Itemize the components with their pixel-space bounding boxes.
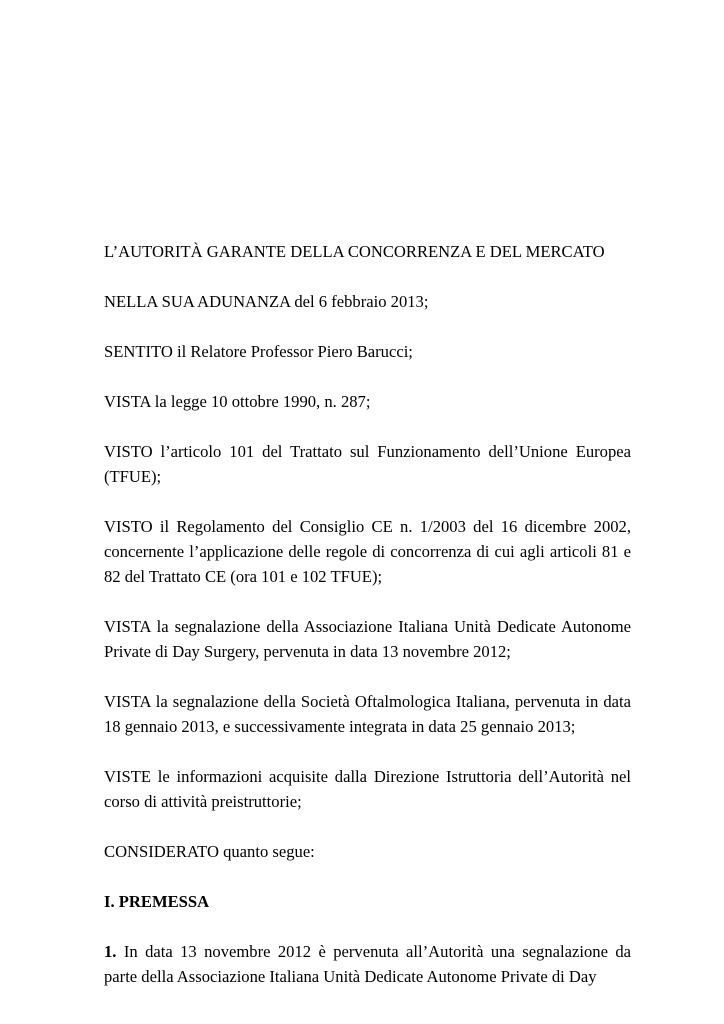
section-heading: I. PREMESSA — [104, 892, 210, 911]
paragraph-vista-segnalazione-aiudapds: VISTA la segnalazione della Associazione Italiana Unità Dedicate Autonome Private di Day Surgery, pervenuta in data 13 novembre 2012; — [104, 617, 631, 661]
paragraph-sentito: SENTITO il Relatore Professor Piero Barucci; — [104, 342, 413, 361]
authority-title: L’AUTORITÀ GARANTE DELLA CONCORRENZA E DEL MERCATO — [104, 242, 605, 261]
paragraph-adunanza: NELLA SUA ADUNANZA del 6 febbraio 2013; — [104, 292, 429, 311]
document-page — [104, 239, 631, 1014]
section-paragraph-1 — [104, 939, 631, 989]
paragraph-visto-regolamento: VISTO il Regolamento del Consiglio CE n. 1/2003 del 16 dicembre 2002, concernente l’applicazione delle regole di concorrenza di cui agli articoli 81 e 82 del Trattato CE (ora 101 e 102 TFUE); — [104, 517, 631, 586]
paragraph-number: 1. — [104, 942, 117, 961]
paragraph-viste-informazioni: VISTE le informazioni acquisite dalla Direzione Istruttoria dell’Autorità nel corso di attività preistruttorie; — [104, 767, 631, 811]
paragraph-considerato: CONSIDERATO quanto segue: — [104, 842, 315, 861]
paragraph-visto-articolo: VISTO l’articolo 101 del Trattato sul Funzionamento dell’Unione Europea (TFUE); — [104, 442, 631, 486]
paragraph-vista-segnalazione-soi: VISTA la segnalazione della Società Oftalmologica Italiana, pervenuta in data 18 gennaio 2013, e successivamente integrata in data 25 gennaio 2013; — [104, 692, 631, 736]
paragraph-vista-legge: VISTA la legge 10 ottobre 1990, n. 287; — [104, 392, 371, 411]
paragraph-body: In data 13 novembre 2012 è pervenuta all’Autorità una segnalazione da parte della Associazione Italiana Unità Dedicate Autonome Private di Day — [104, 942, 631, 986]
